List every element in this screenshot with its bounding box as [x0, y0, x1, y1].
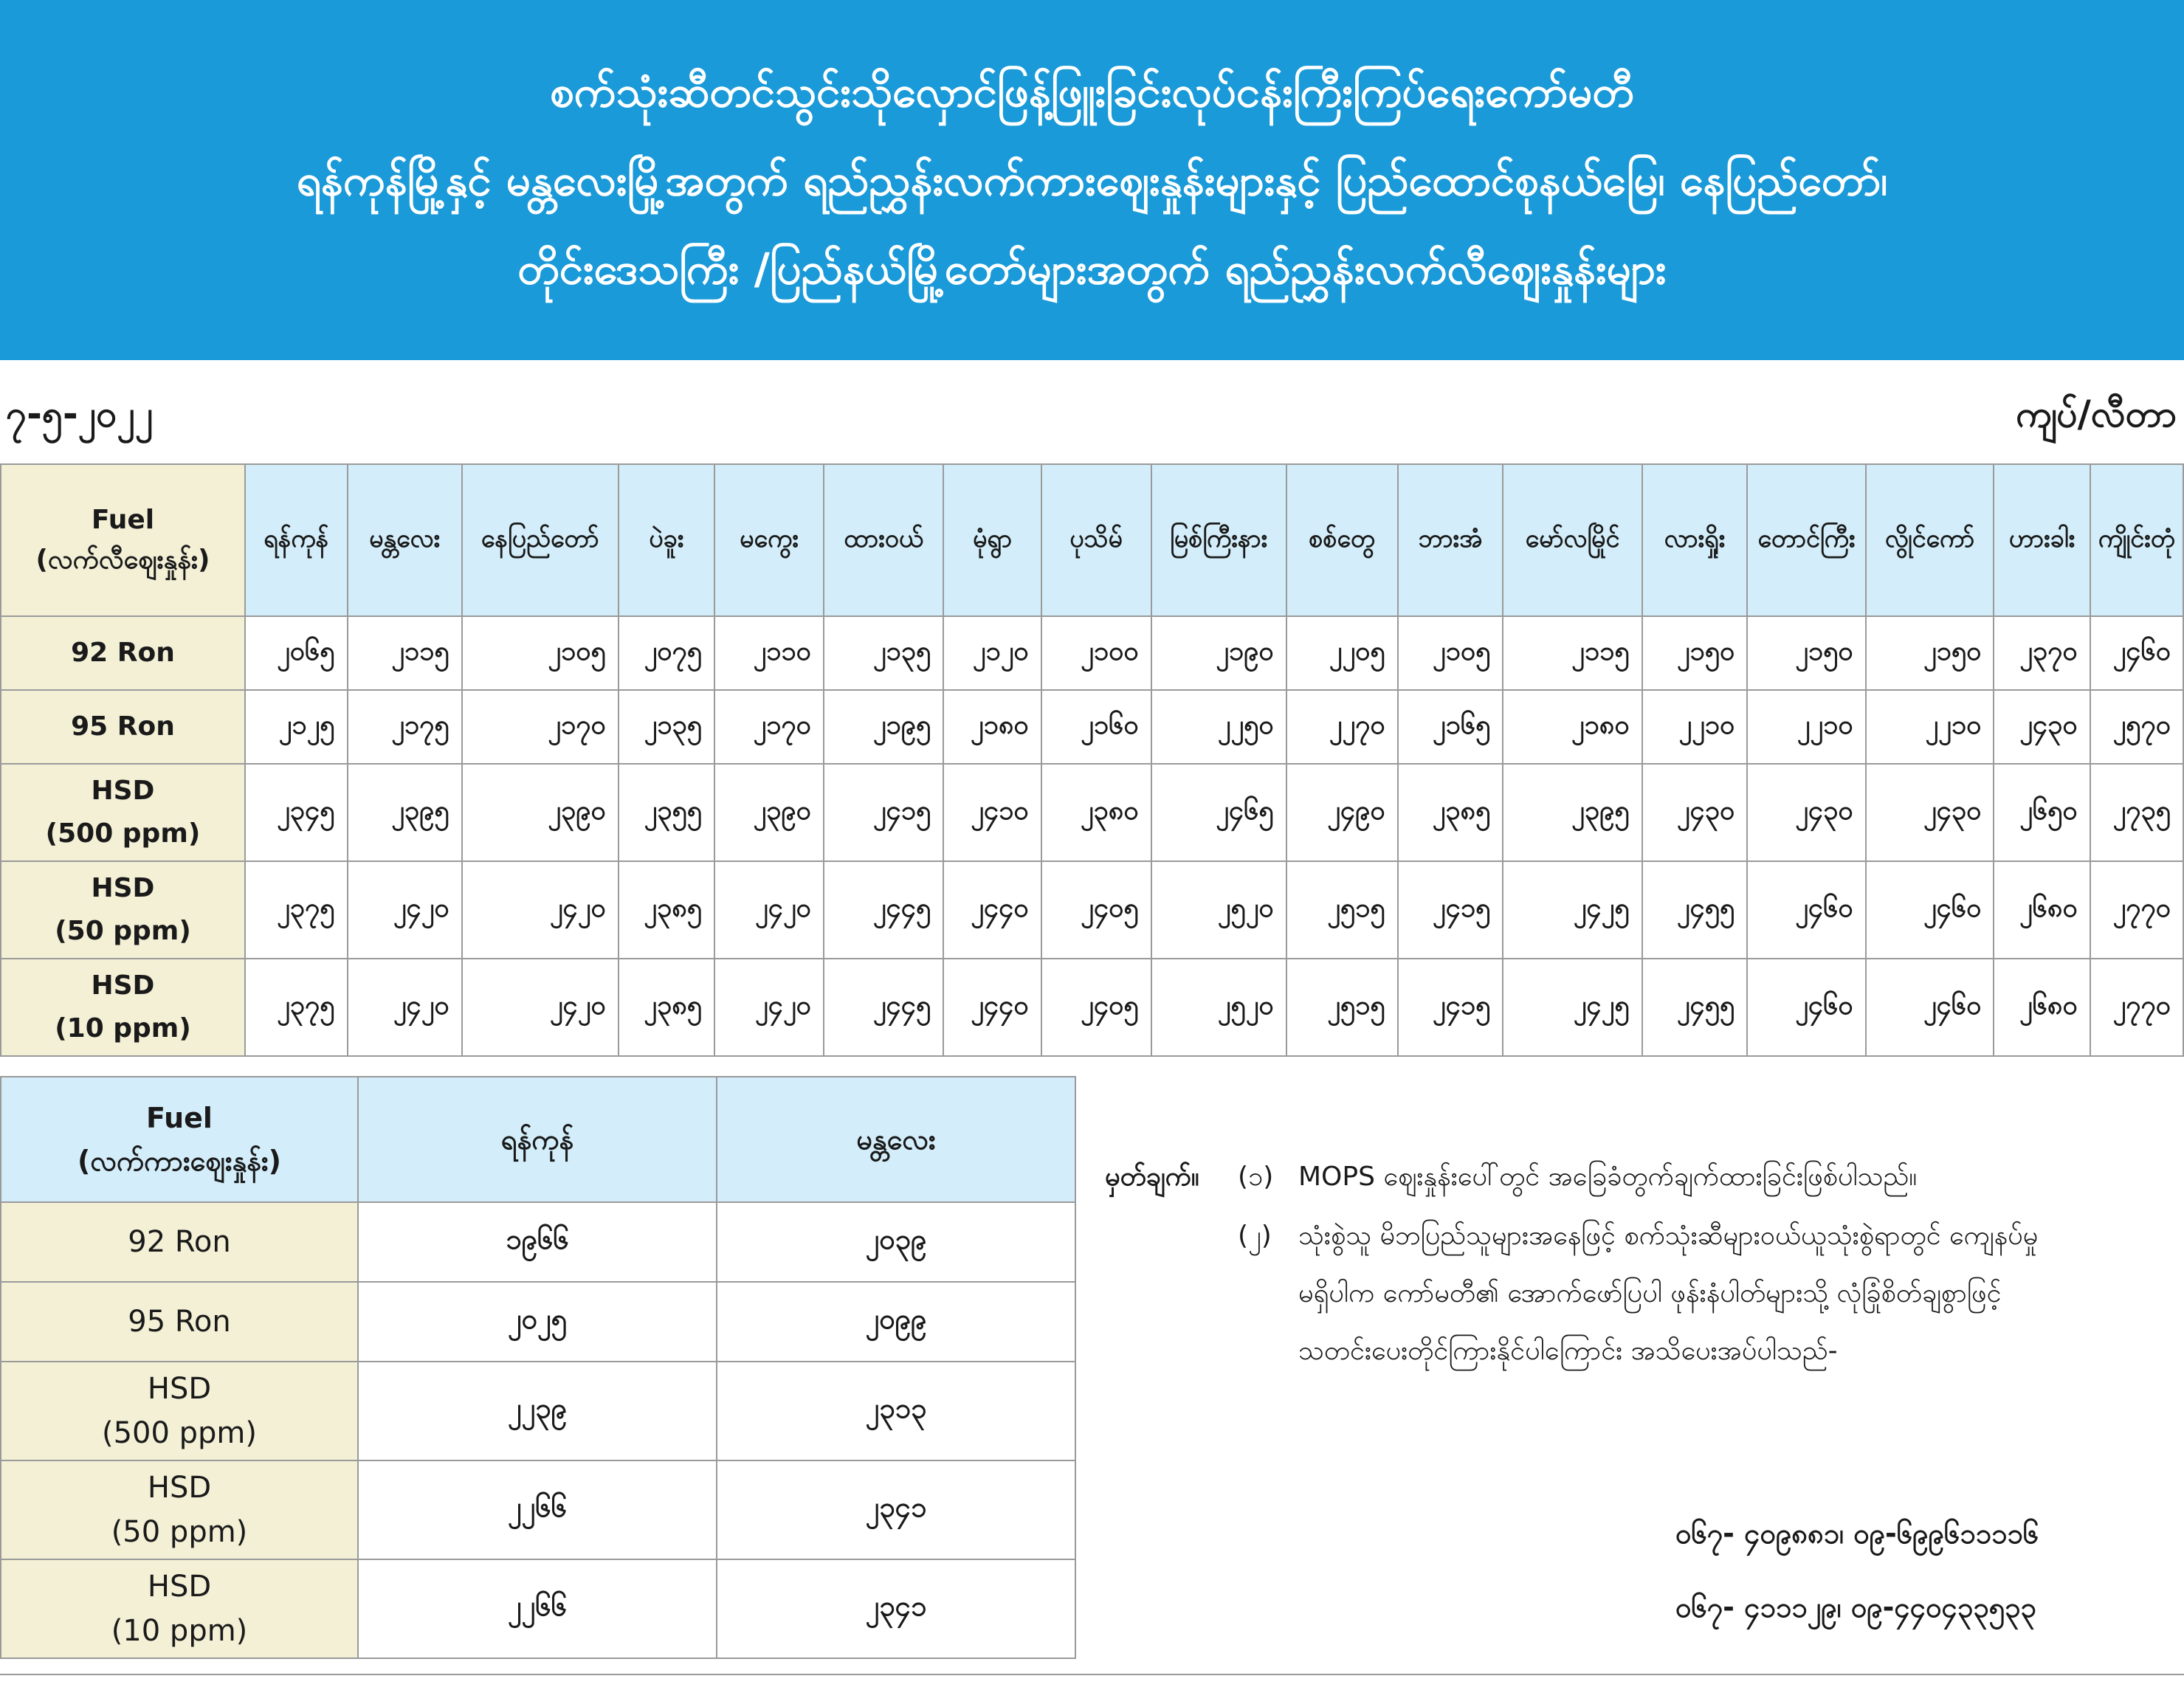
price-cell: ၂၄၂၀ [462, 861, 619, 959]
table-row [1, 1559, 1075, 1658]
fuel-type-label [1, 861, 245, 959]
fuel-type-name: HSD [91, 970, 155, 1001]
price-cell: ၂၄၀၅ [1041, 959, 1151, 1056]
price-cell: ၂၀၇၅ [619, 616, 714, 690]
fuel-column-header [1, 464, 245, 616]
fuel-type-label [1, 690, 245, 764]
bottom-divider [0, 1674, 2184, 1675]
price-cell: ၂၃၈၅ [1398, 764, 1503, 861]
price-cell: ၂၀၂၅ [358, 1282, 717, 1362]
price-cell: ၂၄၂၅ [1503, 861, 1642, 959]
price-cell: ၂၄၂၀ [714, 959, 824, 1056]
price-cell: ၂၃၈၀ [1041, 764, 1151, 861]
price-cell: ၂၃၄၁ [717, 1460, 1075, 1559]
city-column-header: စစ်တွေ [1286, 464, 1398, 616]
price-cell: ၂၁၈၀ [943, 690, 1041, 764]
wholesale-price-table [0, 1076, 1076, 1659]
fuel-type-label [1, 1282, 358, 1362]
retail-header-row [1, 464, 2183, 616]
price-cell: ၂၄၆၀ [1866, 959, 1994, 1056]
retail-price-table [0, 463, 2184, 1057]
wholesale-header-row [1, 1077, 1075, 1202]
price-cell: ၂၄၁၅ [1398, 861, 1503, 959]
price-cell: ၂၁၈၀ [1503, 690, 1642, 764]
price-cell: ၂၄၁၅ [824, 764, 943, 861]
table-row [1, 959, 2183, 1056]
price-cell: ၂၁၀၅ [1398, 616, 1503, 690]
note-line: MOPS ဈေးနှုန်းပေါ်တွင် အခြေခံတွက်ချက်ထားခြင်းဖြစ်ပါသည်။ [1298, 1162, 1918, 1192]
price-cell: ၂၃၄၅ [245, 764, 348, 861]
title-line-3: တိုင်းဒေသကြီး /ပြည်နယ်မြို့တော်များအတွက် ရည်ညွှန်းလက်လီဈေးနှုန်းများ [517, 244, 1667, 294]
price-cell: ၂၀၃၉ [717, 1202, 1075, 1282]
fuel-type-name: 92 Ron [71, 638, 175, 668]
fuel-type-grade: (500 ppm) [45, 818, 201, 849]
fuel-type-label [1, 1460, 358, 1559]
price-cell: ၂၂၁၀ [1866, 690, 1994, 764]
price-cell: ၂၁၂၀ [943, 616, 1041, 690]
price-cell: ၂၃၁၃ [717, 1362, 1075, 1460]
price-cell: ၁၉၆၆ [358, 1202, 717, 1282]
price-cell: ၂၃၉၀ [714, 764, 824, 861]
price-cell: ၂၁၂၅ [245, 690, 348, 764]
fuel-type-label [1, 959, 245, 1056]
unit-label: ကျပ်/လီတာ [2015, 393, 2177, 435]
city-column-header: လားရှိုး [1642, 464, 1748, 616]
city-column-header: ပုသိမ် [1041, 464, 1151, 616]
table-row [1, 1282, 1075, 1362]
price-cell: ၂၄၃၀ [1747, 764, 1865, 861]
contact-phone-1: ၀၆၇- ၄၀၉၈၈၁၊ ၀၉-၆၉၉၆၁၁၁၁၆ [1675, 1517, 2039, 1550]
title-line-1: စက်သုံးဆီတင်သွင်းသိုလှောင်ဖြန့်ဖြူးခြင်းလုပ်ငန်းကြီးကြပ်ရေးကော်မတီ [550, 66, 1634, 117]
price-cell: ၂၂၇၀ [1286, 690, 1398, 764]
city-column-header: မန္တလေး [348, 464, 462, 616]
price-cell: ၂၁၅၀ [1866, 616, 1994, 690]
price-cell: ၂၃၄၁ [717, 1559, 1075, 1658]
price-cell: ၂၁၁၀ [714, 616, 824, 690]
price-cell: ၂၁၃၅ [824, 616, 943, 690]
price-cell: ၂၅၂၀ [1151, 959, 1286, 1056]
price-cell: ၂၅၂၀ [1151, 861, 1286, 959]
price-cell: ၂၄၂၀ [348, 959, 462, 1056]
price-cell: ၂၃၉၀ [462, 764, 619, 861]
price-cell: ၂၀၉၉ [717, 1282, 1075, 1362]
city-column-header: ဟားခါး [1994, 464, 2090, 616]
price-cell: ၂၄၀၅ [1041, 861, 1151, 959]
title-line-2: ရန်ကုန်မြို့နှင့် မန္တလေးမြို့အတွက် ရည်ညွှန်းလက်ကားဈေးနှုန်းများနှင့် ပြည်ထောင်စုနယ်မြေ၊ နေပြည်တော်၊ [296, 155, 1888, 205]
price-cell: ၂၁၇၀ [462, 690, 619, 764]
fuel-type-name: HSD [91, 873, 155, 903]
title-banner [0, 0, 2184, 360]
price-cell: ၂၁၅၀ [1642, 616, 1748, 690]
price-cell: ၂၄၃၀ [1866, 764, 1994, 861]
fuel-header-sublabel: (လက်လီဈေးနှုန်း) [35, 545, 210, 575]
price-cell: ၂၅၇၀ [2090, 690, 2183, 764]
price-cell: ၂၄၆၀ [1747, 959, 1865, 1056]
table-row [1, 1362, 1075, 1460]
price-cell: ၂၄၁၅ [1398, 959, 1503, 1056]
city-column-header: ပဲခူး [619, 464, 714, 616]
price-cell: ၂၂၃၉ [358, 1362, 717, 1460]
price-cell: ၂၄၂၀ [348, 861, 462, 959]
price-cell: ၂၄၃၀ [1994, 690, 2090, 764]
fuel-type-grade: (10 ppm) [55, 1013, 191, 1044]
price-cell: ၂၁၉၀ [1151, 616, 1286, 690]
price-cell: ၂၄၅၅ [1642, 861, 1748, 959]
fuel-header-label: Fuel [91, 505, 155, 535]
price-cell: ၂၄၆၀ [1866, 861, 1994, 959]
price-cell: ၂၄၄၀ [943, 959, 1041, 1056]
price-cell: ၂၁၆၀ [1041, 690, 1151, 764]
fuel-type-name: 95 Ron [71, 711, 175, 742]
price-cell: ၂၁၀၀ [1041, 616, 1151, 690]
city-column-header: တောင်ကြီး [1747, 464, 1865, 616]
price-cell: ၂၆၈၀ [1994, 861, 2090, 959]
fuel-type-label [1, 616, 245, 690]
price-cell: ၂၂၅၀ [1151, 690, 1286, 764]
city-column-header: မကွေး [714, 464, 824, 616]
contact-phone-2: ၀၆၇- ၄၁၁၁၂၉၊ ၀၉-၄၄၀၄၃၃၅၃၃ [1675, 1591, 2036, 1624]
fuel-type-name: HSD [147, 1471, 212, 1505]
city-column-header: နေပြည်တော် [462, 464, 619, 616]
note-line: မရှိပါက ကော်မတီ၏ အောက်ဖော်ပြပါ ဖုန်းနံပါတ်များသို့ လုံခြုံစိတ်ချစွာဖြင့် [1298, 1278, 2002, 1308]
fuel-column-header [1, 1077, 358, 1202]
table-row [1, 861, 2183, 959]
price-cell: ၂၂၆၆ [358, 1460, 717, 1559]
city-column-header: ဘားအံ [1398, 464, 1503, 616]
city-column-header: မော်လမြိုင် [1503, 464, 1642, 616]
city-column-header: ရန်ကုန် [245, 464, 348, 616]
price-cell: ၂၇၇၀ [2090, 861, 2183, 959]
price-cell: ၂၂၀၅ [1286, 616, 1398, 690]
city-column-header: မန္တလေး [717, 1077, 1075, 1202]
table-row [1, 616, 2183, 690]
date-label: ၇-၅-၂၀၂၂ [6, 393, 154, 435]
price-cell: ၂၄၆၀ [2090, 616, 2183, 690]
price-cell: ၂၂၆၆ [358, 1559, 717, 1658]
fuel-type-grade: (50 ppm) [55, 916, 191, 946]
price-cell: ၂၄၂၅ [1503, 959, 1642, 1056]
price-cell: ၂၄၉၀ [1286, 764, 1398, 861]
price-cell: ၂၃၈၅ [619, 861, 714, 959]
note-number: (၂) [1238, 1221, 1272, 1251]
price-cell: ၂၂၁၀ [1747, 690, 1865, 764]
price-cell: ၂၄၅၅ [1642, 959, 1748, 1056]
price-cell: ၂၅၁၅ [1286, 959, 1398, 1056]
fuel-type-grade: (50 ppm) [111, 1515, 248, 1549]
price-cell: ၂၇၇၀ [2090, 959, 2183, 1056]
fuel-header-label: Fuel [146, 1102, 213, 1134]
city-column-header: မုံရွာ [943, 464, 1041, 616]
price-cell: ၂၄၂၀ [714, 861, 824, 959]
price-cell: ၂၃၇၀ [1994, 616, 2090, 690]
table-row [1, 1202, 1075, 1282]
price-cell: ၂၃၇၅ [245, 959, 348, 1056]
price-cell: ၂၄၄၅ [824, 861, 943, 959]
price-cell: ၂၄၆၀ [1747, 861, 1865, 959]
price-cell: ၂၁၅၀ [1747, 616, 1865, 690]
fuel-type-label [1, 1202, 358, 1282]
price-cell: ၂၃၈၅ [619, 959, 714, 1056]
fuel-type-name: HSD [147, 1372, 212, 1406]
fuel-header-sublabel: (လက်ကားဈေးနှုန်း) [77, 1145, 281, 1177]
price-cell: ၂၃၉၅ [1503, 764, 1642, 861]
city-column-header: လွိုင်ကော် [1866, 464, 1994, 616]
price-cell: ၂၃၉၅ [348, 764, 462, 861]
table-row [1, 1460, 1075, 1559]
fuel-type-name: 92 Ron [128, 1225, 231, 1259]
price-cell: ၂၅၁၅ [1286, 861, 1398, 959]
table-row [1, 690, 2183, 764]
fuel-type-name: HSD [147, 1570, 212, 1604]
notes-title: မှတ်ချက်။ [1105, 1162, 1199, 1192]
city-column-header: မြစ်ကြီးနား [1151, 464, 1286, 616]
fuel-type-grade: (10 ppm) [111, 1614, 248, 1648]
price-cell: ၂၁၁၅ [348, 616, 462, 690]
price-cell: ၂၁၀၅ [462, 616, 619, 690]
price-cell: ၂၁၃၅ [619, 690, 714, 764]
price-cell: ၂၃၅၅ [619, 764, 714, 861]
price-cell: ၂၆၅၀ [1994, 764, 2090, 861]
price-cell: ၂၀၆၅ [245, 616, 348, 690]
fuel-type-name: HSD [91, 776, 155, 806]
price-cell: ၂၂၁၀ [1642, 690, 1748, 764]
note-number: (၁) [1238, 1162, 1274, 1192]
price-cell: ၂၄၄၀ [943, 861, 1041, 959]
fuel-type-label [1, 1559, 358, 1658]
note-line: သုံးစွဲသူ မိဘပြည်သူများအနေဖြင့် စက်သုံးဆီများဝယ်ယူသုံးစွဲရာတွင် ကျေနပ်မှု [1298, 1221, 2039, 1251]
city-column-header: ကျိုင်းတုံ [2090, 464, 2183, 616]
price-cell: ၂၄၁၀ [943, 764, 1041, 861]
price-cell: ၂၃၇၅ [245, 861, 348, 959]
price-cell: ၂၄၆၅ [1151, 764, 1286, 861]
city-column-header: ရန်ကုန် [358, 1077, 717, 1202]
fuel-type-label [1, 764, 245, 861]
table-row [1, 764, 2183, 861]
price-cell: ၂၆၈၀ [1994, 959, 2090, 1056]
price-cell: ၂၇၃၅ [2090, 764, 2183, 861]
price-cell: ၂၁၉၅ [824, 690, 943, 764]
fuel-type-label [1, 1362, 358, 1460]
price-cell: ၂၄၃၀ [1642, 764, 1748, 861]
price-cell: ၂၁၇၅ [348, 690, 462, 764]
price-cell: ၂၁၁၅ [1503, 616, 1642, 690]
note-line: သတင်းပေးတိုင်ကြားနိုင်ပါကြောင်း အသိပေးအပ်ပါသည်- [1298, 1336, 1838, 1366]
fuel-type-name: 95 Ron [128, 1305, 231, 1339]
city-column-header: ထားဝယ် [824, 464, 943, 616]
price-cell: ၂၄၂၀ [462, 959, 619, 1056]
fuel-type-grade: (500 ppm) [101, 1416, 258, 1450]
price-cell: ၂၁၇၀ [714, 690, 824, 764]
price-cell: ၂၁၆၅ [1398, 690, 1503, 764]
price-cell: ၂၄၄၅ [824, 959, 943, 1056]
